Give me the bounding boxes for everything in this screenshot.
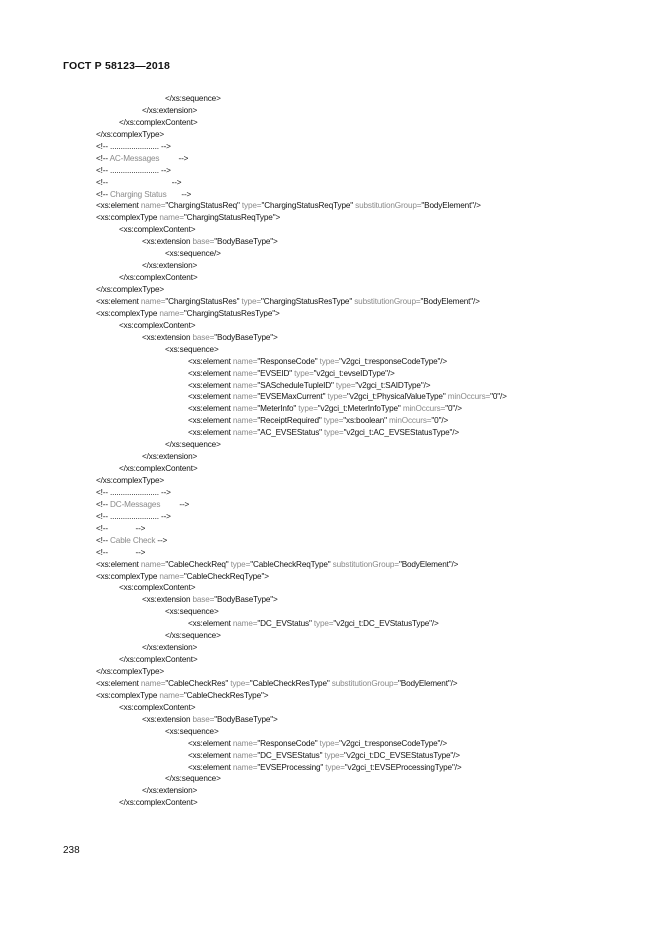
code-line [96, 391, 636, 403]
code-line [96, 93, 636, 105]
code-segment-tag: <xs:element [188, 404, 233, 414]
code-segment-tag: </xs:extension> [142, 643, 198, 653]
code-segment-tag: <!-- ....................... --> [96, 511, 171, 521]
code-line [96, 762, 636, 774]
code-segment-attr: substitutionGroup= [331, 678, 399, 688]
code-segment-attr: name= [232, 380, 258, 390]
code-segment-val: "BodyElement"/> [398, 678, 458, 688]
code-segment-tag: </xs:complexContent> [119, 798, 198, 808]
code-line [96, 654, 636, 666]
code-segment-val: "xs:boolean" [343, 416, 390, 426]
code-segment-val: "0"/> [431, 416, 449, 426]
code-segment-val: "v2gci_t:evseIDType"/> [313, 368, 395, 378]
code-segment-val: "DC_EVSEStatus" [257, 750, 325, 760]
code-segment-tag: <!-- ....................... --> [96, 141, 171, 151]
code-segment-attr: substitutionGroup= [355, 201, 422, 211]
code-line [96, 499, 636, 511]
code-line [96, 511, 636, 523]
code-segment-tag: </xs:extension> [142, 105, 198, 115]
code-segment-attr: type= [294, 368, 314, 378]
code-segment-attr: substitutionGroup= [354, 296, 421, 306]
code-segment-val: "ChargingStatusReqType"> [183, 213, 281, 223]
code-segment-tag: <xs:element [188, 380, 233, 390]
code-segment-tag: </xs:extension> [142, 786, 198, 796]
xml-schema-listing [96, 93, 636, 809]
code-segment-attr: name= [232, 619, 258, 629]
code-segment-attr: substitutionGroup= [332, 559, 399, 569]
code-segment-tag: </xs:complexContent> [119, 273, 198, 283]
code-segment-tag: <xs:complexType [96, 308, 160, 318]
code-segment-val: "CableCheckReq" [165, 559, 231, 569]
code-segment-attr: name= [232, 738, 258, 748]
code-segment-tag: <xs:element [188, 368, 233, 378]
code-line [96, 153, 636, 165]
code-segment-val: "BodyElement"/> [421, 201, 481, 211]
code-segment-tag: <xs:element [188, 750, 233, 760]
code-line [96, 141, 636, 153]
code-segment-tag: <xs:element [188, 762, 233, 772]
code-segment-tag: </xs:sequence> [165, 440, 221, 450]
code-segment-tag: </xs:complexContent> [119, 117, 198, 127]
code-segment-tag: </xs:complexType> [96, 667, 164, 676]
code-line [96, 702, 636, 714]
code-segment-tag: <xs:complexType [96, 690, 160, 700]
code-segment-tag: <xs:element [96, 296, 141, 306]
code-segment-attr: name= [232, 428, 258, 438]
code-segment-attr: name= [140, 201, 166, 211]
code-line [96, 678, 636, 690]
code-segment-attr: type= [327, 392, 348, 402]
code-segment-attr: type= [324, 428, 344, 438]
code-segment-tag: --> [160, 499, 190, 509]
code-line [96, 785, 636, 797]
code-segment-attr: name= [159, 308, 184, 318]
code-segment-tag: --> [155, 535, 168, 545]
code-segment-tag: <xs:element [188, 619, 233, 629]
code-segment-attr: name= [159, 213, 184, 223]
code-line [96, 463, 636, 475]
code-line [96, 332, 636, 344]
code-segment-tag: </xs:sequence> [165, 631, 221, 641]
code-line [96, 403, 636, 415]
code-segment-val: "ChargingStatusRes" [165, 296, 242, 306]
code-line [96, 547, 636, 559]
code-segment-tag: <xs:element [96, 678, 141, 688]
code-line [96, 487, 636, 499]
code-line [96, 236, 636, 248]
code-segment-tag: --> [166, 189, 192, 199]
code-segment-val: "EVSEMaxCurrent" [257, 392, 328, 402]
code-segment-val: "v2gci_t:PhysicalValueType" [347, 392, 448, 402]
code-segment-val: "ChargingStatusResType"> [183, 308, 280, 318]
code-segment-tag: </xs:extension> [142, 261, 198, 271]
code-segment-val: "CableCheckRes" [165, 678, 231, 688]
code-segment-attr: base= [192, 714, 215, 724]
code-segment-cm: AC-Messages [109, 153, 160, 163]
code-segment-val: "DC_EVStatus" [257, 619, 314, 629]
standard-code: ГОСТ Р 58123—2018 [63, 60, 171, 72]
code-segment-tag: <xs:complexContent> [119, 702, 196, 712]
code-line [96, 475, 636, 487]
code-line [96, 439, 636, 451]
code-segment-tag: <!-- ....................... --> [96, 165, 171, 175]
code-line [96, 272, 636, 284]
code-segment-cm: DC-Messages [110, 499, 161, 509]
code-segment-val: "ReceiptRequired" [257, 416, 324, 426]
code-line [96, 726, 636, 738]
code-line [96, 368, 636, 380]
code-segment-attr: type= [325, 762, 345, 772]
code-segment-attr: name= [232, 356, 258, 366]
code-line [96, 296, 636, 308]
code-segment-tag: <xs:element [96, 559, 141, 569]
code-segment-tag: </xs:sequence> [165, 94, 221, 103]
code-line [96, 606, 636, 618]
code-segment-tag: <xs:element [96, 201, 141, 211]
code-line [96, 535, 636, 547]
code-line [96, 224, 636, 236]
code-segment-attr: name= [232, 392, 258, 402]
code-line [96, 415, 636, 427]
code-segment-val: "v2gci_t:AC_EVSEStatusType"/> [343, 428, 460, 438]
code-segment-val: "BodyElement"/> [420, 296, 480, 306]
code-segment-val: "ChargingStatusReqType" [261, 201, 356, 211]
code-line [96, 320, 636, 332]
code-line [96, 582, 636, 594]
code-segment-val: "v2gci_t:responseCodeType"/> [339, 738, 448, 748]
code-segment-val: "CableCheckResType"> [183, 690, 269, 700]
code-segment-val: "EVSEProcessing" [257, 762, 326, 772]
code-line [96, 344, 636, 356]
code-segment-tag: <xs:complexContent> [119, 225, 196, 235]
code-segment-attr: name= [140, 296, 166, 306]
code-segment-tag: </xs:sequence> [165, 774, 221, 784]
code-segment-tag: <xs:sequence> [165, 607, 219, 617]
code-line [96, 666, 636, 678]
code-line [96, 618, 636, 630]
code-segment-tag: <xs:complexContent> [119, 583, 196, 593]
code-segment-attr: name= [232, 368, 258, 378]
code-segment-attr: minOccurs= [389, 416, 432, 426]
code-segment-attr: name= [232, 416, 258, 426]
code-segment-attr: type= [324, 750, 345, 760]
code-segment-attr: type= [241, 201, 262, 211]
code-segment-val: "v2gci_t:DC_EVStatusType"/> [333, 619, 439, 629]
code-segment-tag: <xs:element [188, 428, 233, 438]
code-line [96, 571, 636, 583]
code-segment-tag: <xs:extension [142, 237, 193, 247]
code-segment-attr: name= [140, 559, 166, 569]
code-segment-attr: type= [319, 738, 340, 748]
code-segment-val: "v2gci_t:responseCodeType"/> [339, 356, 448, 366]
code-segment-tag: <xs:sequence> [165, 344, 219, 354]
code-segment-val: "v2gci_t:EVSEProcessingType"/> [344, 762, 462, 772]
code-segment-val: "BodyElement"/> [398, 559, 459, 569]
code-line [96, 797, 636, 809]
code-segment-attr: type= [323, 416, 344, 426]
code-line [96, 630, 636, 642]
code-segment-tag: <xs:sequence> [165, 726, 219, 736]
code-segment-val: "ResponseCode" [257, 738, 320, 748]
code-segment-tag: <xs:extension [142, 332, 193, 342]
code-line [96, 750, 636, 762]
code-line [96, 594, 636, 606]
code-segment-attr: name= [159, 571, 184, 581]
code-line [96, 105, 636, 117]
code-line [96, 189, 636, 201]
code-line [96, 523, 636, 535]
code-segment-attr: type= [230, 678, 250, 688]
code-segment-cm: Charging Status [110, 189, 167, 199]
code-line [96, 260, 636, 272]
code-segment-val: "BodyBaseType"> [214, 595, 278, 605]
code-segment-val: "ChargingStatusReq" [165, 201, 242, 211]
code-segment-attr: base= [192, 595, 215, 605]
code-line [96, 738, 636, 750]
code-segment-val: "0"/> [445, 404, 462, 414]
code-segment-tag: <xs:complexContent> [119, 320, 196, 330]
code-segment-attr: type= [241, 296, 261, 306]
code-segment-val: "BodyBaseType"> [214, 332, 278, 342]
code-line [96, 117, 636, 129]
code-line [96, 177, 636, 189]
page-number: 238 [63, 845, 80, 856]
code-line [96, 308, 636, 320]
code-segment-attr: type= [335, 380, 356, 390]
code-line [96, 427, 636, 439]
code-segment-attr: name= [140, 678, 166, 688]
code-segment-attr: name= [232, 750, 258, 760]
code-line [96, 714, 636, 726]
code-segment-tag: <!-- --> [96, 547, 146, 557]
code-line [96, 773, 636, 785]
code-segment-attr: base= [192, 237, 215, 247]
code-segment-val: "v2gci_t:MeterInfoType" [317, 404, 403, 414]
code-segment-attr: name= [232, 404, 258, 414]
code-segment-tag: </xs:extension> [142, 452, 198, 462]
code-segment-tag: --> [159, 153, 189, 163]
code-segment-tag: <xs:element [188, 392, 233, 402]
code-segment-tag: </xs:complexContent> [119, 464, 198, 474]
code-line [96, 248, 636, 260]
code-segment-tag: <xs:complexType [96, 571, 160, 581]
code-segment-tag: </xs:complexContent> [119, 655, 198, 665]
code-segment-val: "CableCheckResType" [249, 678, 332, 688]
code-segment-val: "BodyBaseType"> [214, 714, 278, 724]
code-segment-attr: type= [230, 559, 251, 569]
code-line [96, 200, 636, 212]
code-line [96, 165, 636, 177]
code-line [96, 642, 636, 654]
code-segment-tag: <xs:sequence/> [165, 249, 221, 259]
code-segment-val: "CableCheckReqType"> [183, 571, 269, 581]
code-segment-tag: <xs:element [188, 738, 233, 748]
code-line [96, 690, 636, 702]
document-header [63, 60, 170, 72]
code-segment-val: "ResponseCode" [257, 356, 320, 366]
code-segment-tag: </xs:complexType> [96, 129, 164, 139]
code-segment-tag: <!-- --> [96, 177, 182, 187]
code-segment-attr: base= [192, 332, 215, 342]
code-line [96, 129, 636, 141]
code-segment-tag: <!-- [96, 189, 111, 199]
code-segment-tag: <!-- [96, 499, 111, 509]
code-segment-attr: type= [319, 356, 340, 366]
code-segment-tag: <xs:extension [142, 595, 193, 605]
code-segment-val: "MeterInfo" [257, 404, 299, 414]
code-segment-attr: name= [232, 762, 258, 772]
code-segment-val: "0"/> [490, 392, 507, 402]
code-segment-attr: name= [159, 690, 184, 700]
code-segment-tag: <xs:complexType [96, 213, 160, 223]
code-segment-tag: <xs:element [188, 416, 233, 426]
code-line [96, 356, 636, 368]
code-segment-attr: type= [313, 619, 334, 629]
code-segment-val: "CableCheckReqType" [250, 559, 333, 569]
code-segment-val: "BodyBaseType"> [214, 237, 278, 247]
code-segment-tag: <!-- ....................... --> [96, 487, 171, 497]
code-segment-tag: <!-- --> [96, 523, 146, 533]
code-segment-tag: <xs:element [188, 356, 233, 366]
code-segment-tag: </xs:complexType> [96, 285, 164, 294]
code-segment-val: "SAScheduleTupleID" [257, 380, 336, 390]
code-segment-val: "AC_EVSEStatus" [257, 428, 325, 438]
code-line [96, 284, 636, 296]
code-segment-cm: Cable Check [110, 535, 156, 545]
code-segment-tag: </xs:complexType> [96, 476, 164, 485]
code-line [96, 380, 636, 392]
code-line [96, 451, 636, 463]
code-line [96, 559, 636, 571]
code-segment-val: "v2gci_t:DC_EVSEStatusType"/> [344, 750, 460, 760]
code-segment-tag: <xs:extension [142, 714, 193, 724]
code-segment-attr: minOccurs= [402, 404, 446, 414]
code-segment-tag: <!-- [96, 535, 111, 545]
code-segment-val: "v2gci_t:SAIDType"/> [355, 380, 431, 390]
code-segment-tag: <!-- [96, 153, 110, 163]
code-segment-val: "ChargingStatusResType" [260, 296, 355, 306]
code-segment-attr: minOccurs= [447, 392, 491, 402]
code-line [96, 212, 636, 224]
code-segment-val: "EVSEID" [257, 368, 295, 378]
code-segment-attr: type= [298, 404, 318, 414]
